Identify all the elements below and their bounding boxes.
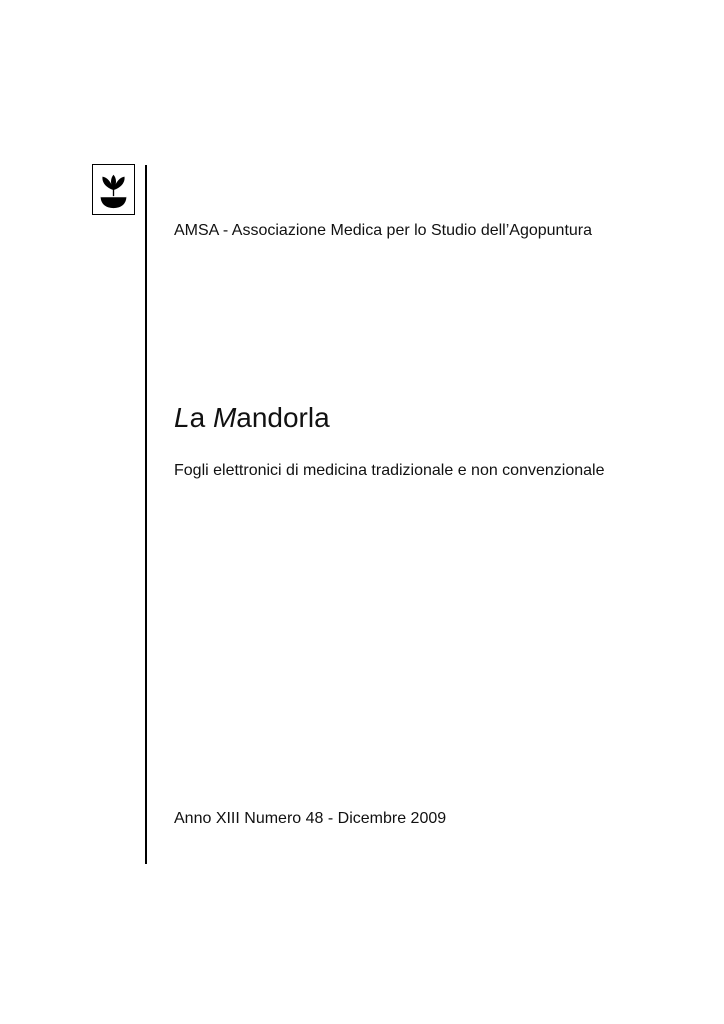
title-rest-andorla: andorla <box>236 402 330 433</box>
title-initial-m: M <box>212 402 237 433</box>
organization-name: AMSA - Associazione Medica per lo Studio dell’Agopuntura <box>174 222 593 239</box>
journal-subtitle: Fogli elettronici di medicina tradizionale e non convenzionale <box>174 462 605 479</box>
title-rest-a: a <box>189 402 213 433</box>
issue-info: Anno XIII Numero 48 - Dicembre 2009 <box>174 810 447 827</box>
vertical-rule <box>145 165 147 864</box>
journal-title <box>174 402 330 434</box>
title-initial-l: L <box>174 402 190 433</box>
amsa-logo-icon <box>92 164 135 215</box>
